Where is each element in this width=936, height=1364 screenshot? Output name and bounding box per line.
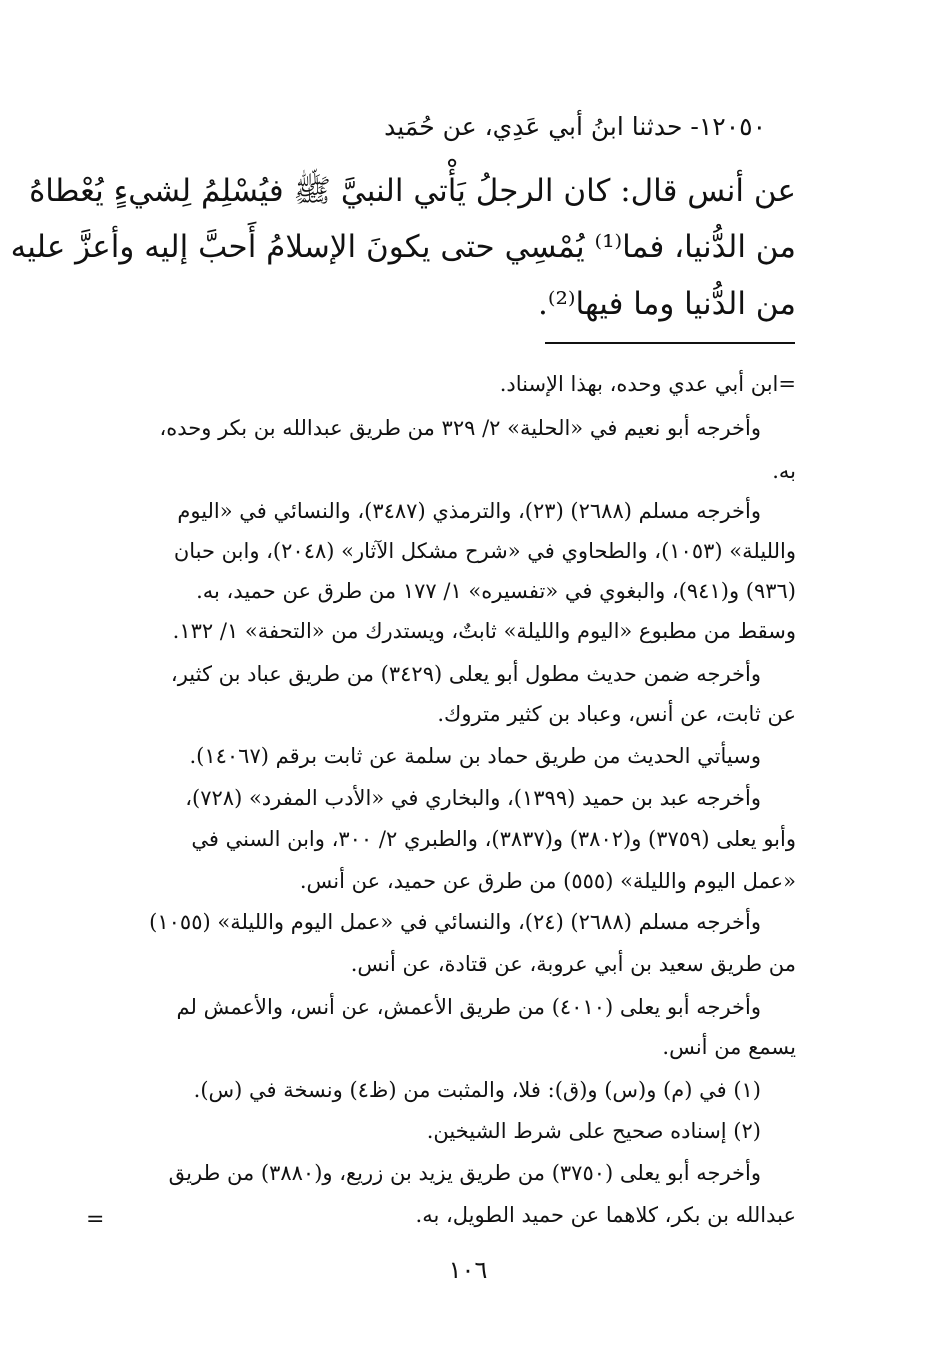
note-line-8: وأخرجه ضمن حديث مطول أبو يعلى (٣٤٢٩) من طريق عباد بن كثير، [170,662,761,686]
note-line-20: وأخرجه أبو يعلى (٣٧٥٠) من طريق يزيد بن زريع، و(٣٨٨٠) من طريق [168,1161,761,1185]
note-line-17: يسمع من أنس. [662,1035,796,1059]
note-line-16: وأخرجه أبو يعلى (٤٠١٠) من طريق الأعمش، عن أنس، والأعمش لم [176,995,761,1019]
note-line-15: من طريق سعيد بن أبي عروبة، عن قتادة، عن أنس. [350,952,796,976]
note-line-6: (٩٣٦) و(٩٤١)، والبغوي في «تفسيره» ١/ ١٧٧ من طرق عن حميد، به. [196,579,796,603]
footnote-separator [545,342,795,344]
page-number: ١٠٦ [448,1256,488,1284]
note-line-3: به. [772,459,796,483]
note-line-1: =ابن أبي عدي وحده، بهذا الإسناد. [499,372,796,396]
hadith-line-1: ١٢٠٥٠- حدثنا ابنُ أبي عَدِي، عن حُمَيد [384,112,766,141]
footnote-2: (٢) إسناده صحيح على شرط الشيخين. [426,1119,761,1143]
note-line-10: وسيأتي الحديث من طريق حماد بن سلمة عن ثابت برقم (١٤٠٦٧). [189,744,761,768]
hadith-line-2: عن أنس قال: كان الرجلُ يَأْتي النبيَّ ﷺ فيُسْلِمُ لِشيءٍ يُعْطاهُ [29,173,796,209]
note-line-4: وأخرجه مسلم (٢٦٨٨) (٢٣)، والترمذي (٣٤٨٧)، والنسائي في «اليوم [177,499,761,523]
hadith-line-4: من الدُّنيا وما فيها⁽²⁾. [538,286,796,322]
note-line-9: عن ثابت، عن أنس، وعباد بن كثير متروك. [437,702,796,726]
note-line-21: عبدالله بن بكر، كلاهما عن حميد الطويل، به. [415,1203,796,1227]
note-line-2: وأخرجه أبو نعيم في «الحلية» ٢/ ٣٢٩ من طريق عبدالله بن بكر وحده، [159,416,761,440]
note-line-12: وأبو يعلى (٣٧٥٩) و(٣٨٠٢) و(٣٨٣٧)، والطبري ٢/ ٣٠٠، وابن السني في [191,827,796,851]
continuation-mark: = [86,1207,105,1232]
note-line-5: والليلة» (١٠٥٣)، والطحاوي في «شرح مشكل الآثار» (٢٠٤٨)، وابن حبان [173,539,796,563]
note-line-11: وأخرجه عبد بن حميد (١٣٩٩)، والبخاري في «الأدب المفرد» (٧٢٨)، [185,786,761,810]
footnote-1: (١) في (م) و(س) و(ق): فلا، والمثبت من (ظ٤) ونسخة في (س). [193,1078,761,1102]
note-line-14: وأخرجه مسلم (٢٦٨٨) (٢٤)، والنسائي في «عمل اليوم والليلة» (١٠٥٥) [149,910,761,934]
note-line-7: وسقط من مطبوع «اليوم والليلة» ثابتٌ، ويستدرك من «التحفة» ١/ ١٣٢. [172,619,796,643]
note-line-13: «عمل اليوم والليلة» (٥٥٥) من طرق عن حميد، عن أنس. [299,869,796,893]
hadith-line-3: من الدُّنيا، فما⁽¹⁾ يُمْسِي حتى يكونَ الإسلامُ أَحبَّ إليه وأعزَّ عليه [10,229,796,265]
